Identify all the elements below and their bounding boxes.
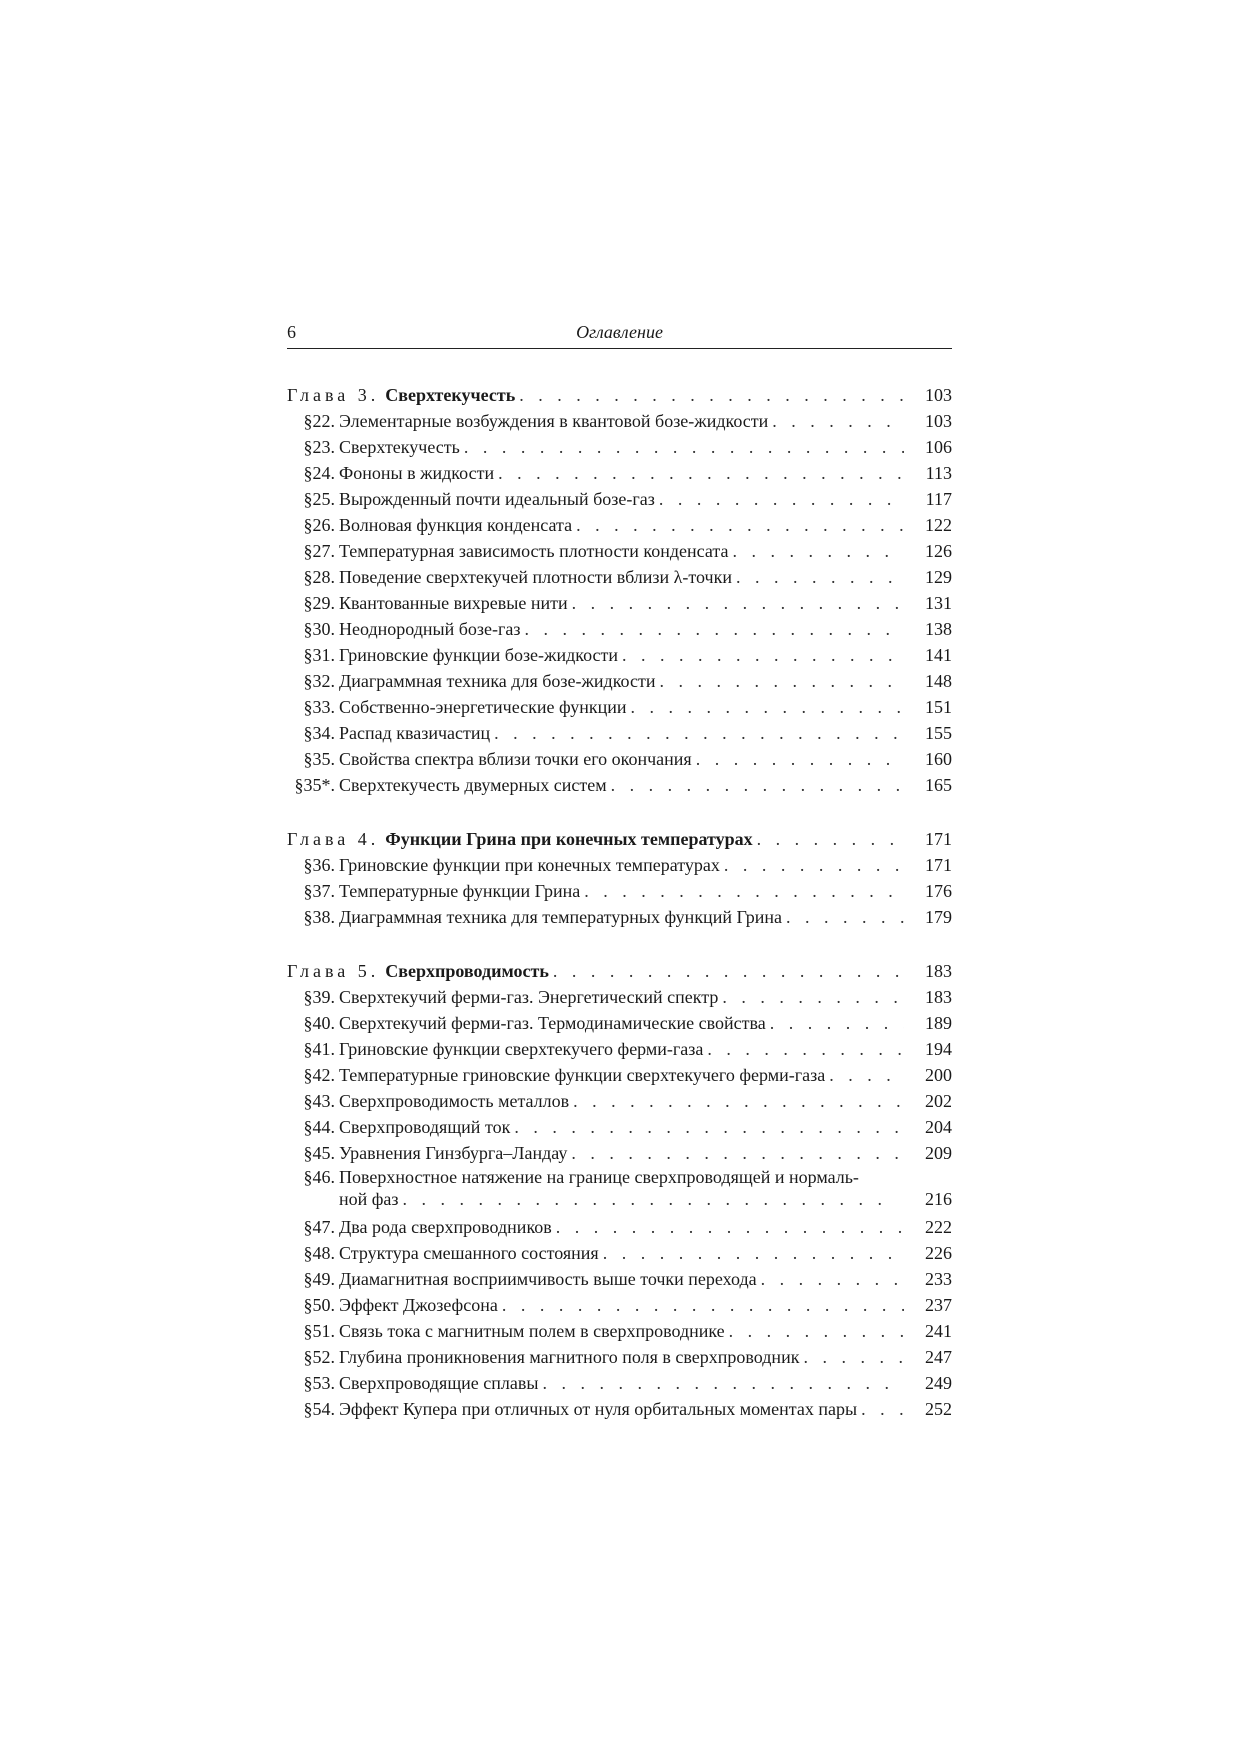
chapter-title: Функции Грина при конечных температурах xyxy=(385,829,753,849)
toc-entry[interactable] xyxy=(287,590,952,616)
section-number: §29. xyxy=(303,593,335,613)
dot-leader xyxy=(553,958,904,984)
section-title-line1: Поверхностное натяжение на границе сверхпроводящей и нормаль- xyxy=(339,1167,859,1187)
dot-leader xyxy=(803,1344,904,1370)
dot-leader xyxy=(611,772,904,798)
section-title: Сверхпроводящий ток xyxy=(339,1117,511,1137)
section-title: Вырожденный почти идеальный бозе-газ xyxy=(339,489,655,509)
page-ref: 117 xyxy=(925,489,952,509)
section-title: Температурные функции Грина xyxy=(339,881,581,901)
section-number: §31. xyxy=(303,645,335,665)
dot-leader xyxy=(556,1214,904,1240)
page-ref: 241 xyxy=(925,1321,952,1341)
section-title: Эффект Купера при отличных от нуля орбитальных моментах пары xyxy=(339,1399,858,1419)
section-number: §34. xyxy=(303,723,335,743)
page-ref: 129 xyxy=(925,567,952,587)
toc-entry[interactable] xyxy=(287,1266,952,1292)
dot-leader xyxy=(502,1292,904,1318)
section-number: §44. xyxy=(303,1117,335,1137)
chapter-5 xyxy=(287,958,952,1422)
dot-leader xyxy=(403,1188,904,1214)
toc-entry[interactable] xyxy=(287,984,952,1010)
toc-entry[interactable] xyxy=(287,1396,952,1422)
section-title: Собственно-энергетические функции xyxy=(339,697,627,717)
page-ref: 252 xyxy=(925,1399,952,1419)
toc-entry[interactable] xyxy=(287,772,952,798)
section-title: Уравнения Гинзбурга–Ландау xyxy=(339,1143,568,1163)
toc-entry[interactable] xyxy=(287,1036,952,1062)
section-number: §54. xyxy=(303,1399,335,1419)
page-ref: 138 xyxy=(925,619,952,639)
section-number: §39. xyxy=(303,987,335,1007)
section-number: §32. xyxy=(303,671,335,691)
section-number: §47. xyxy=(303,1217,335,1237)
toc-entry[interactable] xyxy=(287,1318,952,1344)
chapter-prefix: Глава 5. xyxy=(287,961,380,981)
toc-entry[interactable] xyxy=(287,1344,952,1370)
toc-entry[interactable] xyxy=(287,1214,952,1240)
dot-leader xyxy=(576,512,904,538)
section-number: §49. xyxy=(303,1269,335,1289)
page-ref: 148 xyxy=(925,671,952,691)
page-ref: 131 xyxy=(925,593,952,613)
section-number: §48. xyxy=(303,1243,335,1263)
section-title: Сверхпроводящие сплавы xyxy=(339,1373,539,1393)
section-title: Фононы в жидкости xyxy=(339,463,495,483)
section-title: Сверхпроводимость металлов xyxy=(339,1091,570,1111)
dot-leader xyxy=(464,434,904,460)
dot-leader xyxy=(584,878,904,904)
page-ref: 183 xyxy=(925,987,952,1007)
dot-leader xyxy=(757,826,904,852)
section-title: Гриновские функции бозе-жидкости xyxy=(339,645,619,665)
section-number: §27. xyxy=(303,541,335,561)
page-ref: 122 xyxy=(925,515,952,535)
page-ref: 209 xyxy=(925,1143,952,1163)
dot-leader xyxy=(829,1062,904,1088)
dot-leader xyxy=(571,1140,904,1166)
toc-entry[interactable] xyxy=(287,852,952,878)
page-ref: 151 xyxy=(925,697,952,717)
page-ref: 103 xyxy=(925,385,952,405)
dot-leader xyxy=(696,746,904,772)
toc-entry[interactable] xyxy=(287,564,952,590)
dot-leader xyxy=(622,642,904,668)
toc-entry[interactable] xyxy=(287,538,952,564)
page-ref: 165 xyxy=(925,775,952,795)
toc-entry[interactable] xyxy=(287,1140,952,1166)
toc-entry[interactable] xyxy=(287,904,952,930)
section-title: Гриновские функции при конечных температурах xyxy=(339,855,720,875)
chapter-prefix: Глава 3. xyxy=(287,385,380,405)
section-number: §24. xyxy=(303,463,335,483)
page-ref: 204 xyxy=(925,1117,952,1137)
section-title: Сверхтекучесть двумерных систем xyxy=(339,775,607,795)
chapter-title: Сверхтекучесть xyxy=(385,385,516,405)
section-number: §25. xyxy=(303,489,335,509)
chapter-3 xyxy=(287,382,952,798)
toc-entry[interactable] xyxy=(287,408,952,434)
dot-leader xyxy=(630,694,904,720)
chapter-heading[interactable] xyxy=(287,826,952,852)
toc-entry[interactable] xyxy=(287,1062,952,1088)
section-title: Диаграммная техника для температурных функций Грина xyxy=(339,907,782,927)
section-number: §50. xyxy=(303,1295,335,1315)
section-title: Свойства спектра вблизи точки его окончания xyxy=(339,749,692,769)
section-title: Диамагнитная восприимчивость выше точки перехода xyxy=(339,1269,757,1289)
toc-entry[interactable] xyxy=(287,668,952,694)
page-ref: 141 xyxy=(925,645,952,665)
page-number: 6 xyxy=(287,322,296,342)
section-number: §35. xyxy=(303,749,335,769)
page-ref: 233 xyxy=(925,1269,952,1289)
toc-entry[interactable] xyxy=(287,616,952,642)
page-ref: 171 xyxy=(925,855,952,875)
chapter-heading[interactable] xyxy=(287,382,952,408)
section-number: §41. xyxy=(303,1039,335,1059)
toc-entry[interactable] xyxy=(287,1370,952,1396)
toc-entry[interactable] xyxy=(287,878,952,904)
dot-leader xyxy=(761,1266,904,1292)
dot-leader xyxy=(724,852,904,878)
section-number: §26. xyxy=(303,515,335,535)
page-header xyxy=(287,322,952,349)
section-title: Неоднородный бозе-газ xyxy=(339,619,521,639)
section-number: §42. xyxy=(303,1065,335,1085)
section-number: §46. xyxy=(303,1167,335,1187)
dot-leader xyxy=(659,668,904,694)
chapter-4 xyxy=(287,826,952,930)
page-ref: 160 xyxy=(925,749,952,769)
dot-leader xyxy=(573,1088,904,1114)
section-title: Диаграммная техника для бозе-жидкости xyxy=(339,671,656,691)
page-ref: 222 xyxy=(925,1217,952,1237)
toc-entry[interactable] xyxy=(287,1166,952,1214)
section-number: §43. xyxy=(303,1091,335,1111)
dot-leader xyxy=(603,1240,904,1266)
page-ref: 249 xyxy=(925,1373,952,1393)
section-title: Распад квазичастиц xyxy=(339,723,491,743)
dot-leader xyxy=(514,1114,904,1140)
page-ref: 183 xyxy=(925,961,952,981)
section-title: Сверхтекучесть xyxy=(339,437,460,457)
section-number: §38. xyxy=(303,907,335,927)
section-title: Структура смешанного состояния xyxy=(339,1243,599,1263)
page-ref: 189 xyxy=(925,1013,952,1033)
page-ref: 247 xyxy=(925,1347,952,1367)
dot-leader xyxy=(572,590,904,616)
dot-leader xyxy=(659,486,904,512)
section-number: §53. xyxy=(303,1373,335,1393)
section-number: §40. xyxy=(303,1013,335,1033)
section-number: §52. xyxy=(303,1347,335,1367)
section-title: Два рода сверхпроводников xyxy=(339,1217,552,1237)
toc-entry[interactable] xyxy=(287,1088,952,1114)
dot-leader xyxy=(729,1318,904,1344)
section-title: Эффект Джозефсона xyxy=(339,1295,498,1315)
dot-leader xyxy=(525,616,905,642)
dot-leader xyxy=(736,564,904,590)
page-ref: 155 xyxy=(925,723,952,743)
running-title: Оглавление xyxy=(576,322,663,342)
section-title: Сверхтекучий ферми-газ. Энергетический спектр xyxy=(339,987,719,1007)
section-number: §35*. xyxy=(294,775,335,795)
dot-leader xyxy=(498,460,904,486)
chapter-heading[interactable] xyxy=(287,958,952,984)
page-ref: 103 xyxy=(925,411,952,431)
page-ref: 106 xyxy=(925,437,952,457)
page-ref: 200 xyxy=(925,1065,952,1085)
chapter-prefix: Глава 4. xyxy=(287,829,380,849)
dot-leader xyxy=(543,1370,905,1396)
toc-entry[interactable] xyxy=(287,1114,952,1140)
section-title: Квантованные вихревые нити xyxy=(339,593,568,613)
dot-leader xyxy=(861,1396,904,1422)
section-number: §45. xyxy=(303,1143,335,1163)
page-ref: 202 xyxy=(925,1091,952,1111)
dot-leader xyxy=(772,408,904,434)
toc-entry[interactable] xyxy=(287,1240,952,1266)
toc-entry[interactable] xyxy=(287,486,952,512)
page-ref: 194 xyxy=(925,1039,952,1059)
section-title-line2: ной фаз xyxy=(339,1189,399,1209)
section-number: §37. xyxy=(303,881,335,901)
toc-entry[interactable] xyxy=(287,720,952,746)
dot-leader xyxy=(494,720,904,746)
section-title: Температурные гриновские функции сверхтекучего ферми-газа xyxy=(339,1065,826,1085)
toc-entry[interactable] xyxy=(287,694,952,720)
dot-leader xyxy=(722,984,904,1010)
toc-entry[interactable] xyxy=(287,460,952,486)
page-ref: 226 xyxy=(925,1243,952,1263)
section-number: §36. xyxy=(303,855,335,875)
toc-entry[interactable] xyxy=(287,1010,952,1036)
page-ref: 179 xyxy=(925,907,952,927)
section-title: Температурная зависимость плотности конденсата xyxy=(339,541,729,561)
dot-leader xyxy=(733,538,905,564)
page-ref: 126 xyxy=(925,541,952,561)
section-title: Элементарные возбуждения в квантовой бозе-жидкости xyxy=(339,411,769,431)
page-ref: 176 xyxy=(925,881,952,901)
toc-entry[interactable] xyxy=(287,1292,952,1318)
dot-leader xyxy=(786,904,904,930)
toc-entry[interactable] xyxy=(287,642,952,668)
page-ref: 171 xyxy=(925,829,952,849)
section-number: §30. xyxy=(303,619,335,639)
section-number: §28. xyxy=(303,567,335,587)
section-number: §51. xyxy=(303,1321,335,1341)
section-title: Волновая функция конденсата xyxy=(339,515,573,535)
dot-leader xyxy=(519,382,904,408)
section-title: Связь тока с магнитным полем в сверхпроводнике xyxy=(339,1321,725,1341)
dot-leader xyxy=(770,1010,904,1036)
section-number: §33. xyxy=(303,697,335,717)
section-title-multiline xyxy=(339,1166,952,1214)
section-number: §22. xyxy=(303,411,335,431)
page-ref: 237 xyxy=(925,1295,952,1315)
table-of-contents xyxy=(287,382,952,1450)
section-number: §23. xyxy=(303,437,335,457)
section-title: Глубина проникновения магнитного поля в сверхпроводник xyxy=(339,1347,800,1367)
toc-entry[interactable] xyxy=(287,512,952,538)
dot-leader xyxy=(707,1036,904,1062)
toc-entry[interactable] xyxy=(287,434,952,460)
section-title: Сверхтекучий ферми-газ. Термодинамические свойства xyxy=(339,1013,766,1033)
chapter-title: Сверхпроводимость xyxy=(385,961,549,981)
toc-entry[interactable] xyxy=(287,746,952,772)
page-ref: 113 xyxy=(925,463,952,483)
page-ref: 216 xyxy=(925,1189,952,1209)
section-title: Поведение сверхтекучей плотности вблизи λ-точки xyxy=(339,567,732,587)
section-title: Гриновские функции сверхтекучего ферми-газа xyxy=(339,1039,704,1059)
